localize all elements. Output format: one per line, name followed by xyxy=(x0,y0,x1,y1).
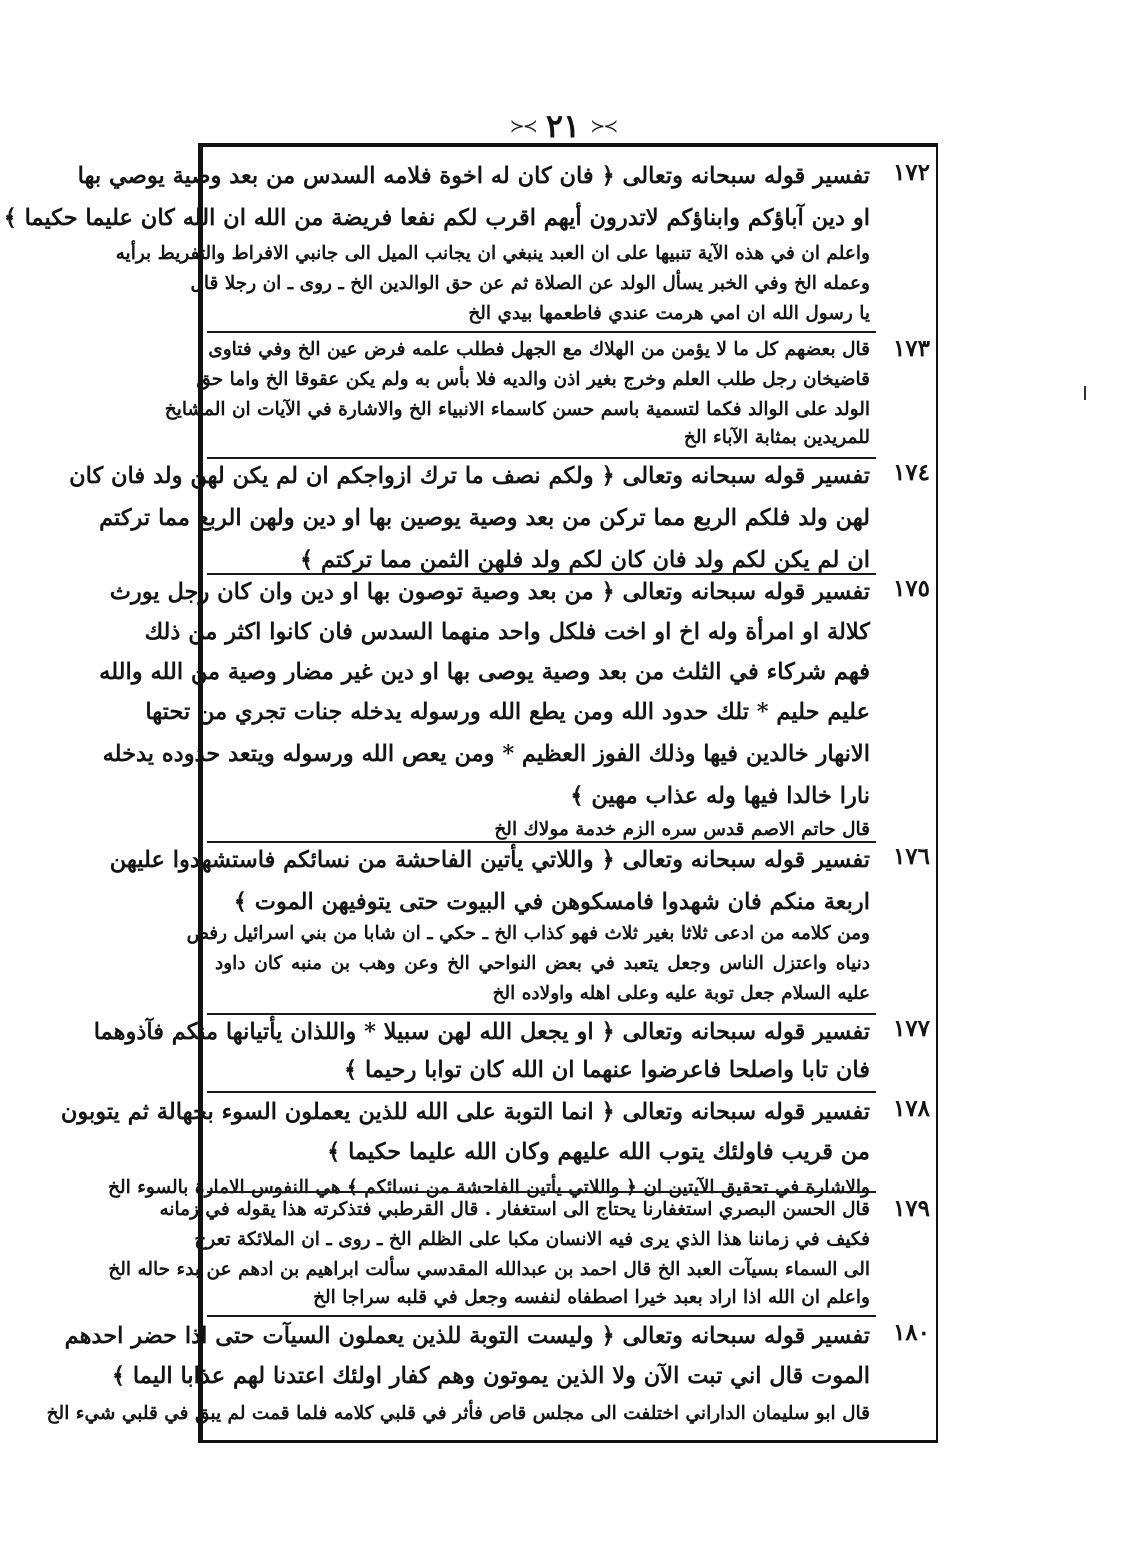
entry-number: ١٧٧ xyxy=(892,1015,930,1042)
verse-line: فهم شركاء في الثلث من بعد وصية يوصى بها او دين غير مضار وصية من الله والله xyxy=(99,659,870,685)
entry-number: ١٧٩ xyxy=(892,1195,930,1222)
verse-line: من قريب فاولئك يتوب الله عليهم وكان الله عليما حكيما ﴾ xyxy=(327,1139,870,1165)
commentary-line: للمريدين بمثابة الآباء الخ xyxy=(683,427,870,448)
commentary-line: قال بعضهم كل ما لا يؤمن من الهلاك مع الجهل فطلب علمه فرض عين الخ وفي فتاوى xyxy=(208,339,870,360)
entry-divider xyxy=(207,1315,876,1317)
verse-line: فان تابا واصلحا فاعرضوا عنهما ان الله كان توابا رحيما ﴾ xyxy=(344,1057,870,1083)
verse-line: نارا خالدا فيها وله عذاب مهين ﴾ xyxy=(570,783,870,809)
page-number: ٢١ xyxy=(545,107,581,145)
verse-line: تفسير قوله سبحانه وتعالى ﴿ وليست التوبة للذين يعملون السيآت حتى اذا حضر احدهم xyxy=(64,1323,870,1349)
verse-line: اربعة منكم فان شهدوا فامسكوهن في البيوت حتى يتوفيهن الموت ﴾ xyxy=(233,889,870,915)
page-header xyxy=(0,108,1126,144)
commentary-line: والاشارة في تحقيق الآيتين ان ﴿ واللاتي يأتين الفاحشة من نسائكم ﴾ هي النفوس الامارة بالسوء الخ xyxy=(108,1177,870,1198)
verse-line: او دين آباؤكم وابناؤكم لاتدرون أيهم اقرب لكم نفعا فريضة من الله ان الله كان عليما حكيما ﴾ xyxy=(3,205,870,231)
commentary-line: واعلم ان في هذه الآية تنبيها على ان العبد ينبغي ان يجانب الميل الى جانبي الافراط والتفريط برأيه xyxy=(115,243,870,264)
entry-number: ١٨٠ xyxy=(892,1319,930,1346)
entry-divider xyxy=(207,1013,876,1015)
verse-line: عليم حليم * تلك حدود الله ومن يطع الله ورسوله يدخله جنات تجري من تحتها xyxy=(145,699,870,725)
verse-line: تفسير قوله سبحانه وتعالى ﴿ من بعد وصية توصون بها او دين وان كان رجل يورث xyxy=(109,579,870,605)
verse-line: تفسير قوله سبحانه وتعالى ﴿ فان كان له اخوة فلامه السدس من بعد وصية يوصي بها xyxy=(77,163,870,189)
verse-line: تفسير قوله سبحانه وتعالى ﴿ انما التوبة على الله للذين يعملون السوء بجهالة ثم يتوبون xyxy=(60,1099,870,1125)
commentary-line: يا رسول الله ان امي هرمت عندي فاطعمها بيدي الخ xyxy=(468,303,870,324)
page-frame xyxy=(3,143,938,1443)
entry-divider xyxy=(207,331,876,333)
commentary-line: قال ابو سليمان الداراني اختلفت الى مجلس قاص فأثر في قلبي كلامه فلما قمت لم يبق في قلبي شيء الخ xyxy=(46,1403,870,1424)
commentary-line: وعمله الخ وفي الخبر يسأل الولد عن الصلاة ثم عن حق الوالدين الخ ـ روى ـ ان رجلا قال xyxy=(190,273,870,294)
margin-mark xyxy=(1084,386,1086,400)
entry-number: ١٧٣ xyxy=(892,335,930,362)
entry-divider xyxy=(207,573,876,575)
commentary-line: الولد على الوالد فكما لتسمية باسم حسن كاسماء الانبياء الخ والاشارة في الآيات ان المشايخ xyxy=(164,399,870,420)
header-ornament-left: ≻≺ xyxy=(509,115,536,137)
verse-line: تفسير قوله سبحانه وتعالى ﴿ واللاتي يأتين الفاحشة من نسائكم فاستشهدوا عليهن xyxy=(109,847,870,873)
entry-divider xyxy=(207,1191,876,1193)
entry-number: ١٧٦ xyxy=(892,843,930,870)
commentary-line: عليه السلام جعل توبة عليه وعلى اهله واولاده الخ xyxy=(492,983,870,1004)
commentary-line: قال حاتم الاصم قدس سره الزم خدمة مولاك الخ xyxy=(494,819,870,840)
entry-number: ١٧٨ xyxy=(892,1095,930,1122)
commentary-line: واعلم ان الله اذا اراد بعبد خيرا اصطفاه لنفسه وجعل في قلبه سراجا الخ xyxy=(313,1287,870,1308)
commentary-line: قال الحسن البصري استغفارنا يحتاج الى استغفار . قال القرطبي فتذكرته هذا يقوله في زمانه xyxy=(159,1199,870,1220)
verse-line: كلالة او امرأة وله اخ او اخت فلكل واحد منهما السدس فان كانوا اكثر من ذلك xyxy=(144,619,870,645)
commentary-line: فكيف في زماننا هذا الذي يرى فيه الانسان مكبا على الظلم الخ ـ روى ـ ان الملائكة تعرج xyxy=(194,1229,870,1250)
commentary-line: الى السماء بسيآت العبد الخ قال احمد بن عبدالله المقدسي سألت ابراهيم بن ادهم عن بدء حاله الخ xyxy=(108,1259,870,1280)
commentary-line: دنياه واعتزل الناس وجعل يتعبد في بعض النواحي الخ وعن وهب بن منبه كان داود xyxy=(215,953,870,974)
entry-divider xyxy=(207,841,876,843)
verse-line: تفسير قوله سبحانه وتعالى ﴿ ولكم نصف ما ترك ازواجكم ان لم يكن لهن ولد فان كان xyxy=(69,463,870,489)
header-ornament-right: ≻≺ xyxy=(590,115,617,137)
entry-divider xyxy=(207,457,876,459)
entry-divider xyxy=(207,1091,876,1093)
verse-line: الموت قال اني تبت الآن ولا الذين يموتون وهم كفار اولئك اعتدنا لهم عذابا اليما ﴾ xyxy=(111,1363,870,1389)
entry-number: ١٧٥ xyxy=(892,575,930,602)
entry-number: ١٧٤ xyxy=(892,459,930,486)
verse-line: لهن ولد فلكم الربع مما تركن من بعد وصية يوصين بها او دين ولهن الربع مما تركتم xyxy=(99,505,870,531)
commentary-line: قاضيخان رجل طلب العلم وخرج بغير اذن والديه فلا بأس به ولم يكن عقوقا الخ واما حق xyxy=(196,369,870,390)
verse-line: الانهار خالدين فيها وذلك الفوز العظيم * ومن يعص الله ورسوله ويتعد حدوده يدخله xyxy=(102,741,870,767)
verse-line: تفسير قوله سبحانه وتعالى ﴿ او يجعل الله لهن سبيلا * واللذان يأتيانها منكم فآذوهما xyxy=(93,1019,870,1045)
commentary-line: ومن كلامه من ادعى ثلاثا بغير ثلاث فهو كذاب الخ ـ حكي ـ ان شابا من بني اسرائيل رفض xyxy=(186,923,870,944)
verse-line: ان لم يكن لكم ولد فان كان لكم ولد فلهن الثمن مما تركتم ﴾ xyxy=(299,547,870,573)
entry-number: ١٧٢ xyxy=(892,159,930,186)
